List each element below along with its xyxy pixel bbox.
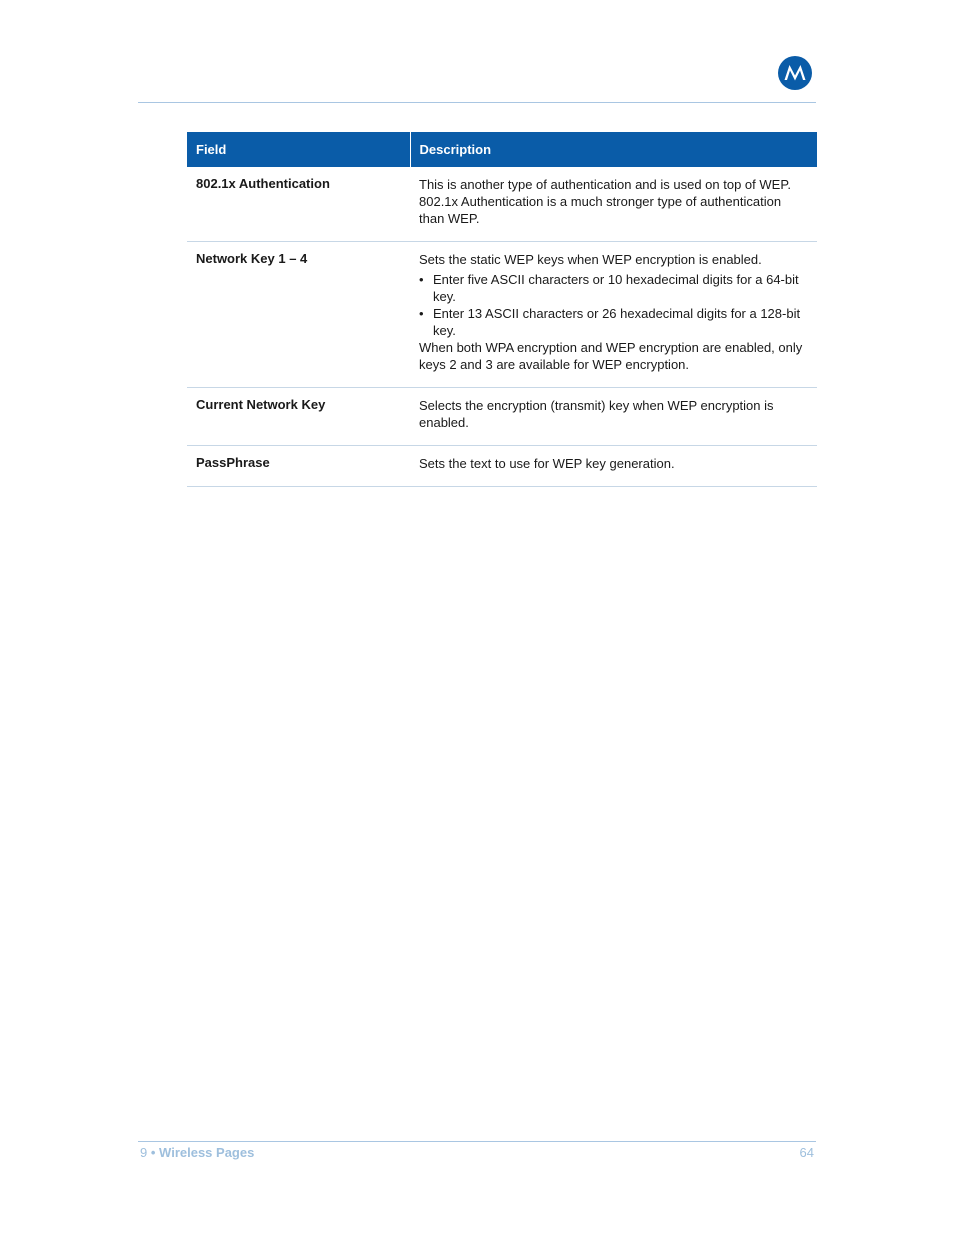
description-bullet-list: [419, 271, 809, 339]
list-item: • Enter 13 ASCII characters or 26 hexadecimal digits for a 128-bit key.: [433, 305, 809, 339]
field-description: This is another type of authentication and is used on top of WEP. 802.1x Authentication is a much stronger type of authentication than WEP.: [410, 167, 817, 242]
description-intro: Sets the static WEP keys when WEP encryption is enabled.: [419, 252, 762, 267]
motorola-logo-icon: [778, 56, 812, 90]
table-row: [187, 167, 817, 242]
column-header-description: Description: [410, 132, 817, 167]
field-name: Network Key 1 – 4: [187, 242, 410, 388]
table-row: [187, 388, 817, 446]
table-row: [187, 446, 817, 487]
section-title: Wireless Pages: [159, 1145, 255, 1160]
field-name: PassPhrase: [187, 446, 410, 487]
field-name: 802.1x Authentication: [187, 167, 410, 242]
table-header-row: [187, 132, 817, 167]
footer-separator: •: [150, 1145, 156, 1160]
table-row: [187, 242, 817, 388]
field-description: Sets the text to use for WEP key generation.: [410, 446, 817, 487]
description-note: When both WPA encryption and WEP encryption are enabled, only keys 2 and 3 are available for WEP encryption.: [419, 340, 803, 372]
field-description: Selects the encryption (transmit) key when WEP encryption is enabled.: [410, 388, 817, 446]
header-divider: [138, 102, 816, 103]
field-description-table: [187, 132, 817, 487]
page-number: 64: [799, 1145, 814, 1160]
field-description: [410, 242, 817, 388]
footer-chapter-label: [140, 1145, 254, 1160]
list-item: • Enter five ASCII characters or 10 hexadecimal digits for a 64-bit key.: [433, 271, 809, 305]
chapter-number: 9: [140, 1145, 148, 1160]
footer-divider: [138, 1141, 816, 1142]
field-name: Current Network Key: [187, 388, 410, 446]
column-header-field: Field: [187, 132, 410, 167]
